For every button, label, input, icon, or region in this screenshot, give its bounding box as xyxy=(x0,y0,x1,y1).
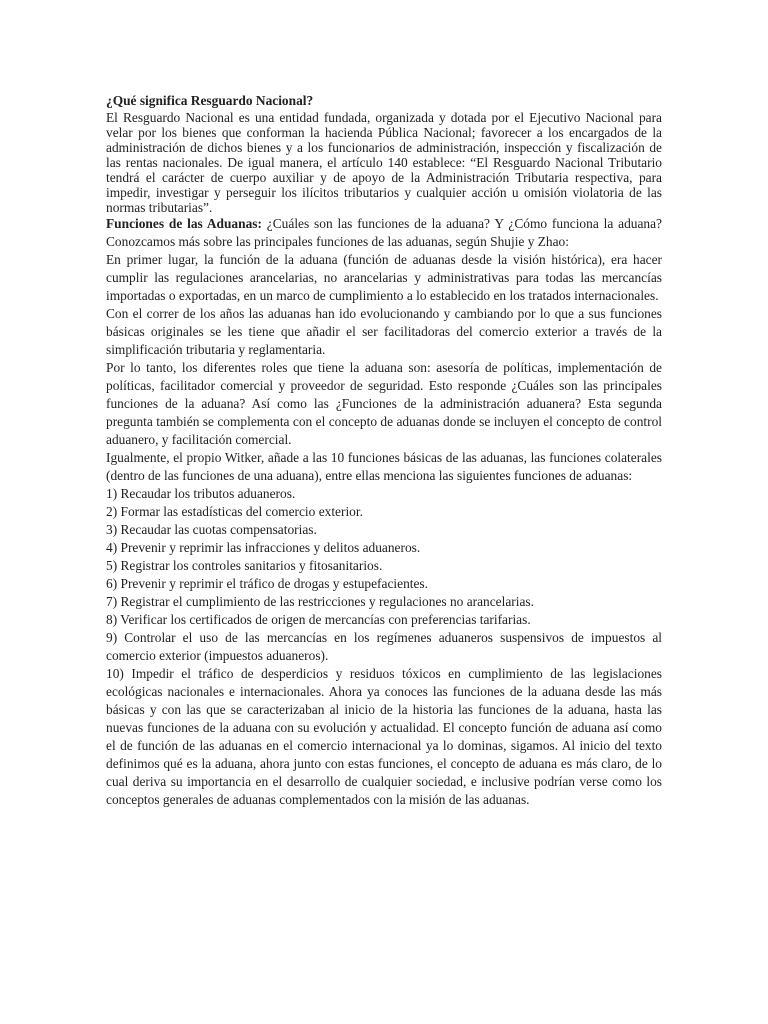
list-item: 6) Prevenir y reprimir el tráfico de drogas y estupefacientes. xyxy=(106,576,428,591)
list-item: 5) Registrar los controles sanitarios y fitosanitarios. xyxy=(106,558,383,573)
paragraph-witker: Igualmente, el propio Witker, añade a las 10 funciones básicas de las aduanas, las funciones colaterales (dentro de las funciones de una aduana), entre ellas menciona las siguientes funciones de aduanas: xyxy=(106,450,662,483)
list-item: 8) Verificar los certificados de origen de mercancías con preferencias tarifarias. xyxy=(106,612,531,627)
list-item: 3) Recaudar las cuotas compensatorias. xyxy=(106,522,317,537)
functions-intro-text: ¿Cuáles son las funciones de la aduana? Y ¿Cómo funciona la aduana? Conozcamos más sobre las principales funciones de las aduanas, según Shujie y Zhao: xyxy=(106,216,662,249)
paragraph-resguardo: El Resguardo Nacional es una entidad fundada, organizada y dotada por el Ejecutivo Nacional para velar por los bienes que conforman la hacienda Pública Nacional; favorecer a los encargados de la administración de dichos bienes y a los funcionarios de administración, inspección y fiscalización de las rentas nacionales. De igual manera, el artículo 140 establece: “El Resguardo Nacional Tributario tendrá el carácter de cuerpo auxiliar y de apoyo de la Administración Tributaria respectiva, para impedir, investigar y perseguir los ilícitos tributarios y cualquier acción u omisión violatoria de las normas tributarias”. xyxy=(106,110,662,215)
document-page xyxy=(106,92,662,809)
paragraph-evolution: Con el correr de los años las aduanas han ido evolucionando y cambiando por lo que a sus funciones básicas originales se les tiene que añadir el ser facilitadoras del comercio exterior a través de la simplificación tributaria y reglamentaria. xyxy=(106,306,662,357)
list-item: 1) Recaudar los tributos aduaneros. xyxy=(106,486,296,501)
paragraph-roles: Por lo tanto, los diferentes roles que tiene la aduana son: asesoría de políticas, implementación de políticas, facilitador comercial y proveedor de seguridad. Esto responde ¿Cuáles son las principales funciones de la aduana? Así como las ¿Funciones de la administración aduanera? Esta segunda pregunta también se complementa con el concepto de aduanas donde se incluyen el concepto de control aduanero, y facilitación comercial. xyxy=(106,360,662,447)
document-title: ¿Qué significa Resguardo Nacional? xyxy=(106,93,314,108)
list-item: 7) Registrar el cumplimiento de las restricciones y regulaciones no arancelarias. xyxy=(106,594,534,609)
paragraph-history: En primer lugar, la función de la aduana (función de aduanas desde la visión histórica), era hacer cumplir las regulaciones arancelarias, no arancelarias y administrativas para todas las mercancías importadas o exportadas, en un marco de cumplimiento a lo establecido en los tratados internacionales. xyxy=(106,252,662,303)
list-item: 2) Formar las estadísticas del comercio exterior. xyxy=(106,504,363,519)
functions-list xyxy=(106,485,662,665)
paragraph-functions-intro xyxy=(106,215,662,251)
list-item: 4) Prevenir y reprimir las infracciones y delitos aduaneros. xyxy=(106,540,421,555)
paragraph-conclusion: 10) Impedir el tráfico de desperdicios y residuos tóxicos en cumplimiento de las legislaciones ecológicas nacionales e internacionales. Ahora ya conoces las funciones de la aduana desde las más básicas y con las que se caracterizaban al inicio de la historia las funciones de la aduana, hasta las nuevas funciones de la aduana con su evolución y actualidad. El concepto función de aduana así como el de función de las aduanas en el comercio internacional ya lo dominas, sigamos. Al inicio del texto definimos qué es la aduana, ahora junto con estas funciones, el concepto de aduana es más claro, de lo cual deriva su importancia en el desarrollo de cualquier sociedad, e inclusive podrían verse como los conceptos generales de aduanas complementados con la misión de las aduanas. xyxy=(106,666,662,807)
list-item: 9) Controlar el uso de las mercancías en los regímenes aduaneros suspensivos de impuestos al comercio exterior (impuestos aduaneros). xyxy=(106,630,662,663)
functions-heading: Funciones de las Aduanas: xyxy=(106,216,262,231)
